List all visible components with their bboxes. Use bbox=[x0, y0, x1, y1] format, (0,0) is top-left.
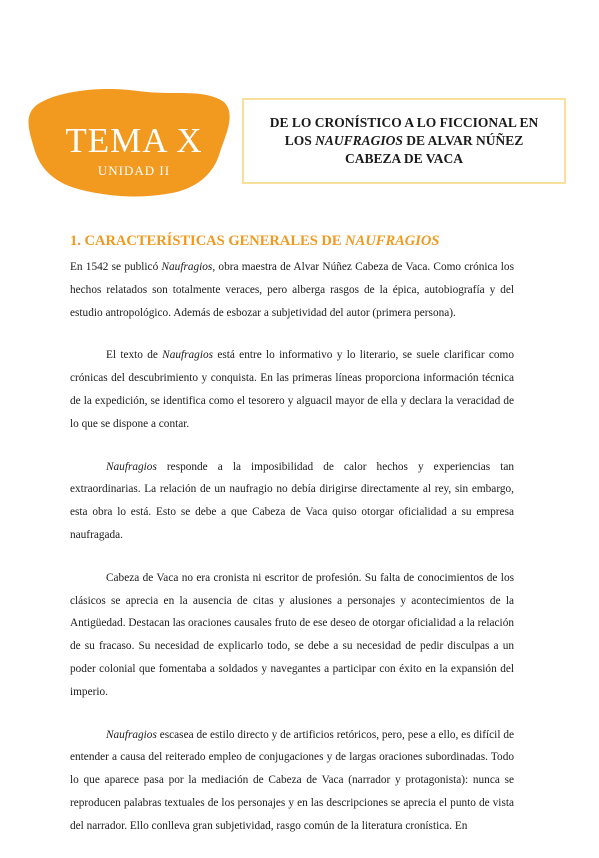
tema-label: TEMA X bbox=[65, 121, 203, 160]
body-text bbox=[70, 256, 514, 858]
unidad-label: UNIDAD II bbox=[97, 163, 171, 178]
paragraph-4: Cabeza de Vaca no era cronista ni escritor de profesión. Su falta de conocimientos de los clásicos se aprecia en la ausencia de citas y alusiones a personajes y acontecimientos de la Antigüedad. Destacan las oraciones causales fruto de ese deseo de otorgar oficialidad a la relación de su fracaso. Su necesidad de explicarlo todo, se debe a su necesidad de pedir disculpas a un poder colonial que fomentaba a soldados y navegantes a participar con éxito en la expansión del imperio. bbox=[70, 571, 514, 698]
title-line-3: CABEZA DE VACA bbox=[344, 151, 464, 166]
paragraph-5: Naufragios escasea de estilo directo y de artificios retóricos, pero, pese a ello, es difícil de entender a causa del reiterado empleo de conjugaciones y de largas oraciones subordinadas. Todo lo que aparece pasa por la mediación de Cabeza de Vaca (narrador y protagonista): nunca se reproducen palabras textuales de los personajes y en las descripciones se aprecia el punto de vista del narrador. Ello conlleva gran subjetividad, rasgo común de la literatura cronística. En bbox=[70, 728, 514, 832]
paragraph-3: Naufragios responde a la imposibilidad de calor hechos y experiencias tan extraordinarias. La relación de un naufragio no debía dirigirse directamente al rey, sin embargo, esta obra lo está. Esto se debe a que Cabeza de Vaca quiso otorgar oficialidad a su empresa naufragada. bbox=[70, 460, 514, 541]
title-line-2: LOS NAUFRAGIOS DE ALVAR NÚÑEZ bbox=[284, 133, 524, 148]
document-title-box bbox=[242, 98, 566, 184]
title-line-1: DE LO CRONÍSTICO A LO FICCIONAL EN bbox=[269, 115, 539, 130]
paragraph-1: En 1542 se publicó Naufragios, obra maestra de Alvar Núñez Cabeza de Vaca. Como crónica los hechos relatados son totalmente veraces, pero alberga rasgos de la épica, autobiografía y del estudio antropológico. Además de esbozar a subjetividad del autor (primera persona). bbox=[70, 261, 514, 319]
section-heading: 1. CARACTERÍSTICAS GENERALES DE NAUFRAGIOS bbox=[70, 233, 440, 249]
paragraph-2: El texto de Naufragios está entre lo informativo y lo literario, se suele clarificar como crónicas del descubrimiento y conquista. En las primeras líneas proporciona información técnica de la expedición, se identifica como el tesorero y alguacil mayor de ella y declara la veracidad de lo que se dispone a contar. bbox=[70, 349, 514, 430]
title-italic-naufragios: NAUFRAGIOS bbox=[315, 133, 403, 148]
